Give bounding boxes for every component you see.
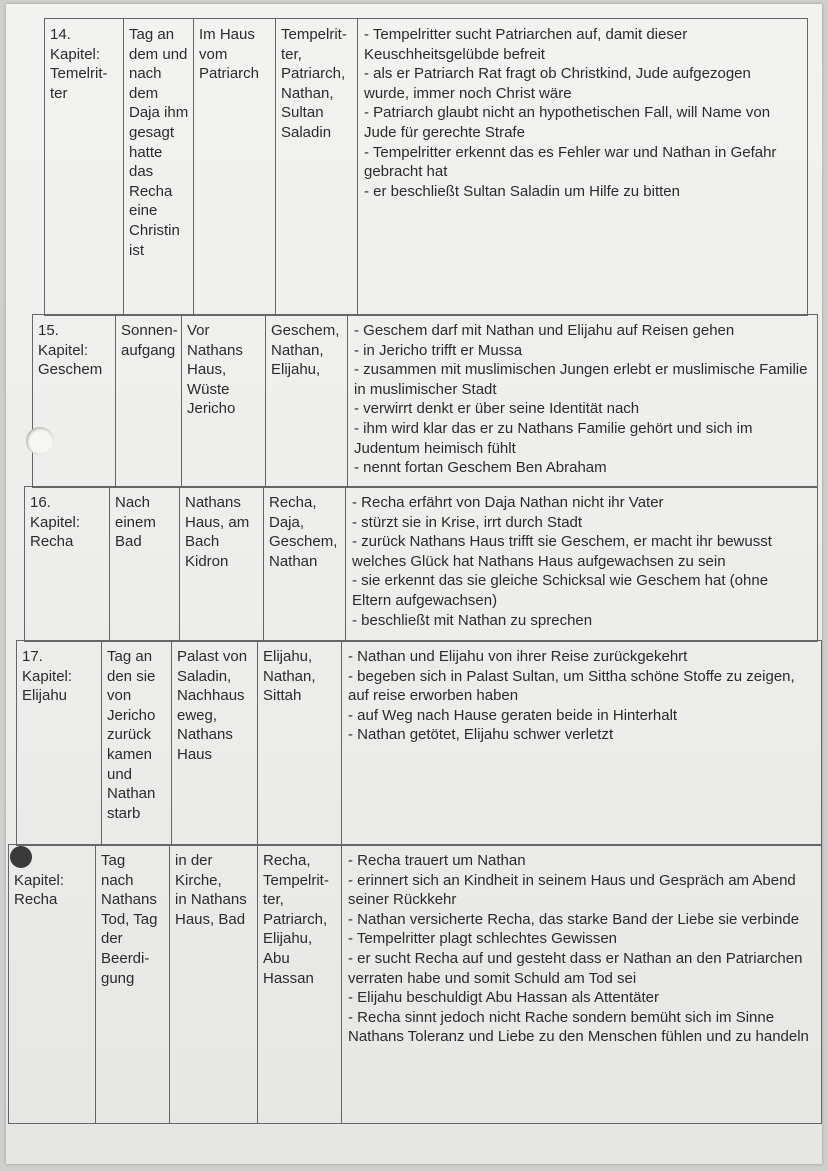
punch-hole — [26, 427, 54, 455]
list-item: - Elijahu beschuldigt Abu Hassan als Attentäter — [348, 989, 660, 1007]
persons-cell: Tempelrit- ter, Patriarch, Nathan, Sultan Saladin — [275, 19, 357, 315]
persons-cell: Recha, Tempelrit- ter, Patriarch, Elijahu, Abu Hassan — [257, 845, 341, 1123]
list-item: - Tempelritter erkennt das es Fehler war und Nathan in Gefahr gebracht hat — [364, 143, 777, 181]
events-cell — [341, 641, 821, 845]
list-item: - erinnert sich an Kindheit in seinem Haus und Gespräch am Abend seiner Rückkehr — [348, 871, 796, 909]
list-item: - begeben sich in Palast Sultan, um Sittha schöne Stoffe zu zeigen, auf reise erworben haben — [348, 667, 795, 705]
paper-tear — [10, 846, 32, 868]
document-page — [6, 4, 822, 1164]
list-item: - Tempelritter sucht Patriarchen auf, damit dieser Keuschheitsgelübde befreit — [364, 26, 688, 63]
list-item: - zusammen mit muslimischen Jungen erlebt er muslimische Familie in muslimischer Stadt — [354, 361, 808, 398]
list-item: - Tempelritter plagt schlechtes Gewissen — [348, 930, 618, 948]
events-cell — [357, 19, 807, 315]
list-item: - Patriarch glaubt nicht an hypothetischen Fall, will Name von Jude für gerechte Strafe — [364, 104, 771, 141]
table-row — [32, 314, 818, 488]
persons-cell: Recha, Daja, Geschem, Nathan — [263, 487, 345, 641]
list-item: - sie erkennt das sie gleiche Schicksal wie Geschem hat (ohne Eltern aufgewachsen) — [352, 572, 769, 609]
place-cell: in der Kirche, in Nathans Haus, Bad — [169, 845, 257, 1123]
list-item: - zurück Nathans Haus trifft sie Geschem, er macht ihr bewusst welches Glück hat Nathans Haus aufgewachsen zu sein — [352, 533, 772, 570]
chapter-cell: 16. Kapitel: Recha — [30, 494, 81, 551]
list-item: - ihm wird klar das er zu Nathans Familie gehört und sich im Judentum heimisch fühlt — [354, 419, 753, 457]
time-cell: Tag an dem und nach dem Daja ihm gesagt hatte das Recha eine Christin ist — [123, 19, 193, 315]
time-cell: Tag an den sie von Jericho zurück kamen und Nathan starb — [101, 641, 171, 845]
table-row — [44, 18, 808, 316]
chapter-cell: 14. Kapitel: Temelrit- ter — [50, 26, 108, 102]
list-item: - Recha erfährt von Daja Nathan nicht ihr Vater — [352, 494, 664, 511]
list-item: - er sucht Recha auf und gesteht dass er Nathan an den Patriarchen verraten habe und somit Schuld am Tod sei — [348, 949, 803, 987]
time-cell: Sonnen- aufgang — [115, 315, 181, 487]
place-cell: Nathans Haus, am Bach Kidron — [179, 487, 263, 641]
table-row — [16, 640, 822, 846]
list-item: - Nathan getötet, Elijahu schwer verletzt — [348, 726, 614, 744]
list-item: - verwirrt denkt er über seine Identität nach — [354, 400, 640, 418]
persons-cell: Geschem, Nathan, Elijahu, — [265, 315, 347, 487]
place-cell: Palast von Saladin, Nachhaus eweg, Nathans Haus — [171, 641, 257, 845]
list-item: - beschließt mit Nathan zu sprechen — [352, 611, 593, 629]
place-cell: Vor Nathans Haus, Wüste Jericho — [181, 315, 265, 487]
list-item: - nennt fortan Geschem Ben Abraham — [354, 459, 607, 477]
table-row — [24, 486, 818, 642]
list-item: - er beschließt Sultan Saladin um Hilfe zu bitten — [364, 182, 680, 200]
chapter-cell: 15. Kapitel: Geschem — [38, 322, 103, 379]
events-cell — [347, 315, 817, 487]
list-item: - Recha trauert um Nathan — [348, 852, 526, 869]
list-item: - Recha sinnt jedoch nicht Rache sondern bemüht sich im Sinne Nathans Toleranz und Liebe zu den Menschen fühlen und zu handeln — [348, 1008, 809, 1046]
events-cell — [345, 487, 817, 641]
chapter-cell: Kapitel: Recha — [14, 871, 65, 909]
list-item: - Nathan und Elijahu von ihrer Reise zurückgekehrt — [348, 648, 688, 665]
list-item: - in Jericho trifft er Mussa — [354, 341, 523, 359]
chapter-cell: 17. Kapitel: Elijahu — [22, 648, 73, 705]
table-row — [8, 844, 822, 1124]
list-item: - Nathan versicherte Recha, das starke Band der Liebe sie verbinde — [348, 910, 800, 928]
place-cell: Im Haus vom Patriarch — [193, 19, 275, 315]
events-cell — [341, 845, 821, 1123]
list-item: - stürzt sie in Krise, irrt durch Stadt — [352, 513, 583, 531]
time-cell: Tag nach Nathans Tod, Tag der Beerdi- gung — [95, 845, 169, 1123]
time-cell: Nach einem Bad — [109, 487, 179, 641]
list-item: - als er Patriarch Rat fragt ob Christkind, Jude aufgezogen wurde, immer noch Christ wäre — [364, 65, 751, 102]
list-item: - Geschem darf mit Nathan und Elijahu auf Reisen gehen — [354, 322, 735, 339]
list-item: - auf Weg nach Hause geraten beide in Hinterhalt — [348, 706, 678, 724]
persons-cell: Elijahu, Nathan, Sittah — [257, 641, 341, 845]
